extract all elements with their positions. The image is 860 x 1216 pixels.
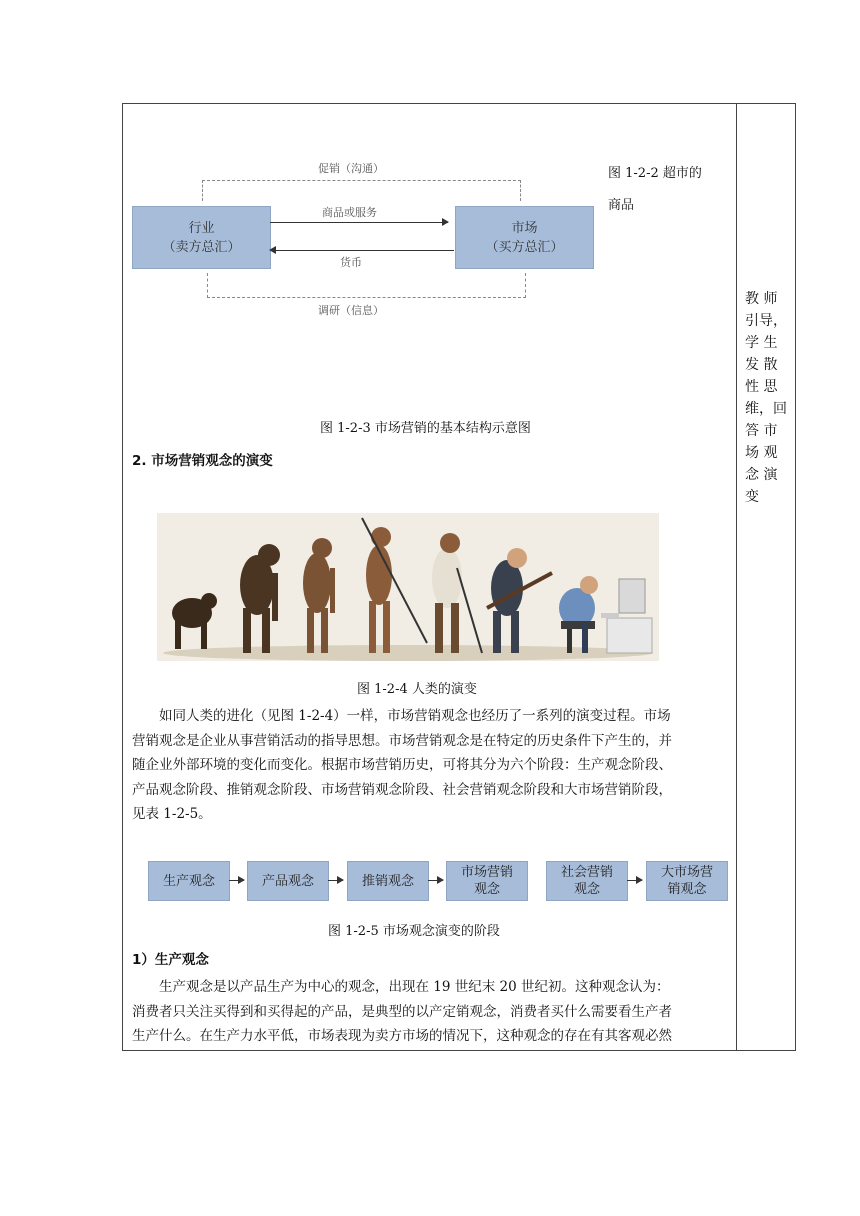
- industry-box: [132, 206, 271, 269]
- goods-services-label: 商品或服务: [322, 206, 377, 219]
- money-arrow: [276, 250, 454, 251]
- industry-box-subtitle: （卖方总汇）: [162, 239, 241, 255]
- production-concept-paragraph: 生产观念是以产品生产为中心的观念，出现在 19 世纪末 20 世纪初。这种观念认为： 消费者只关注买得到和买得起的产品，是典型的以产定销观念，消费者买什么需要看生产者 生产什么。在生产力水平低，市场表现为卖方市场的情况下，这种观念的存在有其客观必然: [132, 979, 672, 1044]
- figure-1-2-4-caption: 图 1-2-4 人类的演变: [357, 682, 477, 697]
- stage-arrow-1: [229, 880, 244, 881]
- column-divider: [736, 103, 737, 1051]
- figure-1-2-5-caption: 图 1-2-5 市场观念演变的阶段: [328, 924, 500, 939]
- industry-box-title: 行业: [188, 220, 215, 236]
- stage-arrow-3: [428, 880, 443, 881]
- stage-marketing: 市场营销 观念: [446, 861, 528, 901]
- sub-heading: 1）生产观念: [132, 952, 209, 968]
- stage-mega-marketing: 大市场营 销观念: [646, 861, 728, 901]
- stage-arrow-2: [328, 880, 343, 881]
- market-box-title: 市场: [511, 220, 538, 236]
- stage-selling: 推销观念: [347, 861, 429, 901]
- bottom-dashed-line: [207, 273, 526, 298]
- teaching-note: 教 师 引导， 学 生 发 散 性 思 维，回 答 市 场 观 念 演 变: [745, 291, 787, 505]
- market-box: [455, 206, 594, 269]
- stage-product: 产品观念: [247, 861, 329, 901]
- stage-arrow-5: [627, 880, 642, 881]
- evolution-illustration: [157, 513, 659, 661]
- figure-1-2-3-caption: 图 1-2-3 市场营销的基本结构示意图: [320, 421, 531, 436]
- stage-production: 生产观念: [148, 861, 230, 901]
- side-figure-caption: 图 1-2-2 超市的 商品: [608, 166, 702, 213]
- research-label: 调研（信息）: [318, 304, 384, 317]
- stage-social-marketing: 社会营销 观念: [546, 861, 628, 901]
- human-evolution-image: [157, 513, 659, 661]
- goods-arrow: [270, 222, 448, 223]
- evolution-paragraph: 如同人类的进化（见图 1-2-4）一样，市场营销观念也经历了一系列的演变过程。市场 营销观念是企业从事营销活动的指导思想。市场营销观念是在特定的历史条件下产生的，并 随企业外部环境的变化而变化。根据市场营销历史，可将其分为六个阶段：生产观念阶段、 产品观念阶段、推销观念阶段、市场营销观念阶段、社会营销观念阶段和大市场营销阶段， 见表 1-2-5。: [132, 708, 672, 822]
- money-label: 货币: [340, 256, 362, 269]
- top-dashed-line: [202, 180, 521, 201]
- market-box-subtitle: （买方总汇）: [485, 239, 564, 255]
- section-heading: 2. 市场营销观念的演变: [132, 453, 273, 469]
- promotion-label: 促销（沟通）: [318, 162, 384, 175]
